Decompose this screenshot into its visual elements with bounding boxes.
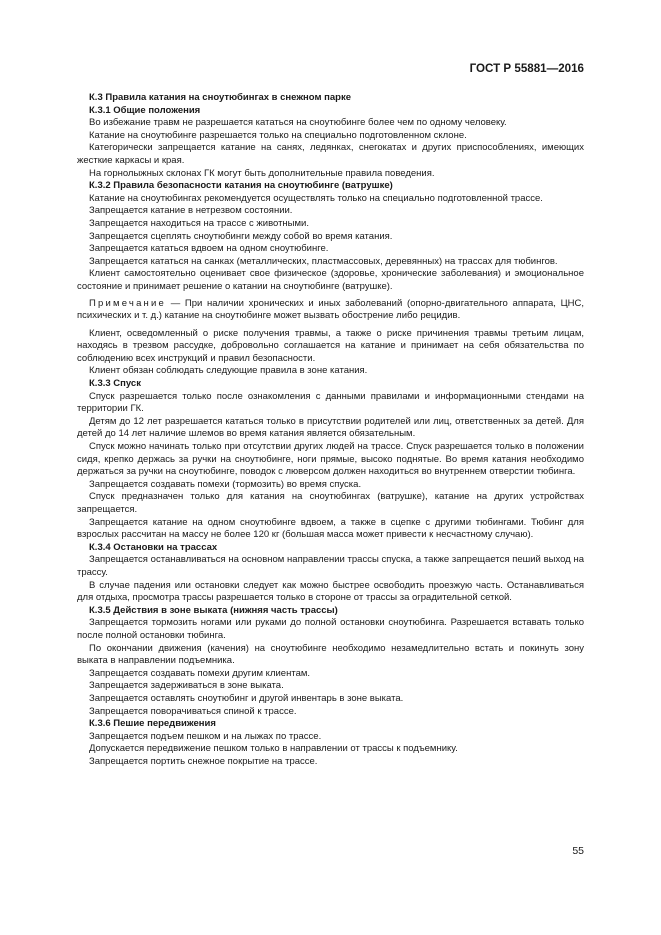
paragraph: Запрещается тормозить ногами или руками до полной остановки сноутюбинга. Разрешается вставать только после полной остановки тюбинга. (77, 617, 584, 641)
paragraph: Запрещается задерживаться в зоне выката. (89, 680, 284, 692)
subsection-heading-k35: К.3.5 Действия в зоне выката (нижняя часть трассы) (89, 604, 338, 616)
paragraph: На горнолыжных склонах ГК могут быть дополнительные правила поведения. (89, 167, 435, 179)
note-text: — При наличии хронических и иных заболеваний (опорно-двигательного аппарата, ЦНС, психических и т. д.) катание на сноутюбинге может вызвать обострение либо рецидив. (77, 297, 584, 322)
paragraph: Допускается передвижение пешком только в направлении от трассы к подъемнику. (89, 743, 458, 755)
paragraph: Запрещается останавливаться на основном направлении трассы спуска, а также запрещается пеший выход на трассу. (77, 554, 584, 578)
paragraph: Запрещается кататься вдвоем на одном сноутюбинге. (89, 243, 329, 255)
document-body (77, 92, 584, 768)
paragraph: Клиент обязан соблюдать следующие правила в зоне катания. (89, 365, 368, 377)
paragraph: Катание на сноутюбингах рекомендуется осуществлять только на специально подготовленной трассе. (89, 192, 543, 204)
subsection-heading-k33: К.3.3 Спуск (89, 378, 141, 390)
paragraph: Спуск можно начинать только при отсутствии других людей на трассе. Спуск разрешается только в положении сидя, крепко держась за ручки на сноутюбинге, ноги прямые, высоко поднятые. Во время катания необходимо держаться за ручки на сноутюбинге, поводок с люверсом должен находиться во внутреннем отверстии тюбинга. (77, 441, 584, 478)
note-paragraph (77, 298, 584, 323)
paragraph: Запрещается создавать помехи (тормозить) во время спуска. (89, 478, 362, 490)
page-number: 55 (572, 845, 584, 857)
subsection-heading-k34: К.3.4 Остановки на трассах (89, 541, 218, 553)
paragraph: Запрещается оставлять сноутюбинг и другой инвентарь в зоне выката. (89, 692, 404, 704)
paragraph: Запрещается находиться на трассе с животными. (89, 217, 309, 229)
paragraph: Запрещается портить снежное покрытие на трассе. (89, 755, 318, 767)
subsection-heading-k32: К.3.2 Правила безопасности катания на сноутюбинге (ватрушке) (89, 180, 393, 192)
paragraph: Запрещается катание на одном сноутюбинге вдвоем, а также в сцепке с другими тюбингами. Тюбинг для взрослых рассчитан на массу не более 120 кг (большая масса может привести к несчастному случаю). (77, 516, 584, 541)
section-heading-k3: К.3 Правила катания на сноутюбингах в снежном парке (89, 92, 351, 103)
paragraph: Запрещается создавать помехи другим клиентам. (89, 667, 311, 679)
note-label: Примечание (89, 297, 166, 309)
paragraph: Клиент самостоятельно оценивает свое физическое (здоровье, хронические заболевания) и эмоциональное состояние и принимает решение о катании на сноутюбинге (ватрушке). (77, 268, 584, 292)
paragraph: Запрещается сцеплять сноутюбинги между собой во время катания. (89, 230, 393, 242)
paragraph: Запрещается поворачиваться спиной к трассе. (89, 705, 297, 717)
paragraph: Спуск разрешается только после ознакомления с данными правилами и информационными стендами на территории ГК. (77, 390, 584, 415)
paragraph: В случае падения или остановки следует как можно быстрее освободить проезжую часть. Останавливаться для отдыха, просмотра трассы разрешается только в стороне от трассы за оградительной сеткой. (77, 579, 584, 604)
paragraph: Спуск предназначен только для катания на сноутюбингах (ватрушке), катание на других устройствах запрещается. (77, 491, 584, 515)
subsection-heading-k31: К.3.1 Общие положения (89, 104, 201, 116)
paragraph: Детям до 12 лет разрешается кататься только в присутствии родителей или лиц, ответственных за детей. Для детей до 14 лет наличие шлемов во время катания является обязательным. (77, 415, 584, 440)
standard-designation: ГОСТ Р 55881—2016 (469, 62, 584, 75)
paragraph: Категорически запрещается катание на санях, ледянках, снегокатах и других приспособлениях, имеющих жесткие каркасы и края. (77, 142, 584, 166)
paragraph: Клиент, осведомленный о риске получения травмы, а также о риске причинения травмы третьим лицам, находясь в трезвом рассудке, добровольно соглашается на катание и принимает на себя обязательства по соблюдению всех инструкций и правил безопасности. (77, 327, 584, 364)
paragraph: По окончании движения (качения) на сноутюбинге необходимо незамедлительно встать и покинуть зону выката в направлении подъемника. (77, 642, 584, 667)
subsection-heading-k36: К.3.6 Пешие передвижения (89, 718, 216, 730)
paragraph: Запрещается кататься на санках (металлических, пластмассовых, деревянных) на трассах для тюбингов. (89, 255, 558, 267)
paragraph: Катание на сноутюбинге разрешается только на специально подготовленном склоне. (89, 129, 467, 141)
paragraph: Запрещается подъем пешком и на лыжах по трассе. (89, 730, 322, 742)
paragraph: Во избежание травм не разрешается кататься на сноутюбинге более чем по одному человеку. (89, 117, 507, 129)
paragraph: Запрещается катание в нетрезвом состоянии. (89, 205, 293, 217)
